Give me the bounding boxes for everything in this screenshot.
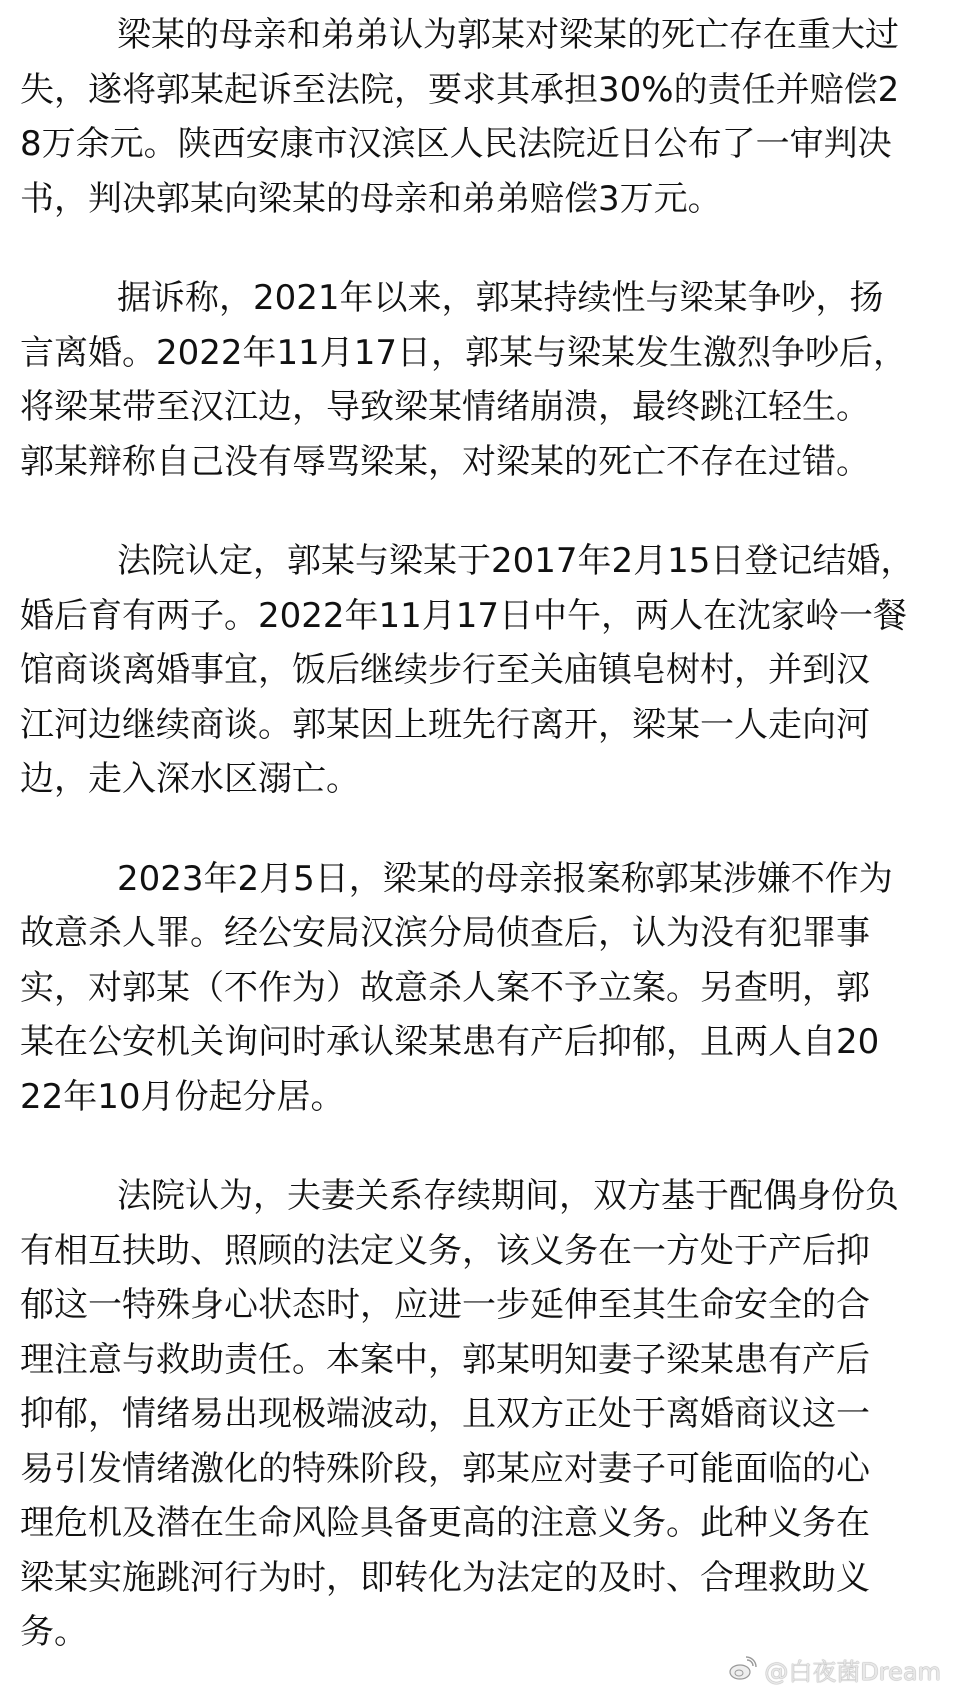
article-body: [20, 8, 940, 1705]
paragraph-2: [20, 271, 940, 489]
text-line: 据诉称，2021年以来，郭某持续性与梁某争吵，扬: [117, 278, 884, 318]
watermark: [728, 1655, 941, 1686]
weibo-logo-icon: [728, 1656, 758, 1682]
paragraph-1: [20, 8, 940, 226]
text-line: 郭某辩称自己没有辱骂梁某，对梁某的死亡不存在过错。: [20, 441, 870, 482]
text-line: 易引发情绪激化的特殊阶段，郭某应对妻子可能面临的心: [20, 1448, 870, 1489]
text-line: 言离婚。2022年11月17日，郭某与梁某发生激烈争吵后，: [20, 332, 908, 373]
text-line: 失，遂将郭某起诉至法院，要求其承担30%的责任并赔偿2: [20, 69, 900, 110]
text-line: 故意杀人罪。经公安局汉滨分局侦查后，认为没有犯罪事: [20, 913, 870, 953]
text-line: 梁某的母亲和弟弟认为郭某对梁某的死亡存在重大过: [117, 15, 899, 55]
text-line: 江河边继续商谈。郭某因上班先行离开，梁某一人走向河: [20, 704, 870, 745]
text-line: 馆商谈离婚事宜，饭后继续步行至关庙镇皂树村，并到汉: [20, 650, 870, 690]
text-line: 务。: [20, 1612, 88, 1652]
text-line: 书，判决郭某向梁某的母亲和弟弟赔偿3万元。: [20, 178, 722, 219]
text-line: 抑郁，情绪易出现极端波动，且双方正处于离婚商议这一: [20, 1394, 870, 1434]
text-line: 法院认定，郭某与梁某于2017年2月15日登记结婚，: [117, 541, 915, 581]
text-line: 边，走入深水区溺亡。: [20, 759, 360, 799]
watermark-text: @白夜菌Dream: [764, 1657, 941, 1686]
text-line: 梁某实施跳河行为时，即转化为法定的及时、合理救助义: [20, 1557, 870, 1598]
text-line: 婚后育有两子。2022年11月17日中午，两人在沈家岭一餐: [20, 595, 908, 636]
text-line: 实，对郭某（不作为）故意杀人案不予立案。另查明，郭: [20, 967, 870, 1008]
text-line: 法院认为，夫妻关系存续期间，双方基于配偶身份负: [117, 1176, 899, 1216]
text-line: 将梁某带至汉江边，导致梁某情绪崩溃，最终跳江轻生。: [20, 387, 870, 427]
text-line: 2023年2月5日，梁某的母亲报案称郭某涉嫌不作为: [117, 858, 893, 899]
text-line: 某在公安机关询问时承认梁某患有产后抑郁，且两人自20: [20, 1022, 880, 1062]
text-line: 22年10月份起分居。: [20, 1076, 345, 1117]
text-line: 有相互扶助、照顾的法定义务，该义务在一方处于产后抑: [20, 1230, 870, 1271]
paragraph-3: [20, 534, 940, 807]
text-line: 8万余元。陕西安康市汉滨区人民法院近日公布了一审判决: [20, 124, 892, 164]
text-line: 郁这一特殊身心状态时，应进一步延伸至其生命安全的合: [20, 1285, 870, 1325]
text-line: 理注意与救助责任。本案中，郭某明知妻子梁某患有产后: [20, 1339, 870, 1380]
paragraph-4: [20, 852, 940, 1125]
text-line: 理危机及潜在生命风险具备更高的注意义务。此种义务在: [20, 1503, 870, 1543]
paragraph-5: [20, 1169, 940, 1660]
